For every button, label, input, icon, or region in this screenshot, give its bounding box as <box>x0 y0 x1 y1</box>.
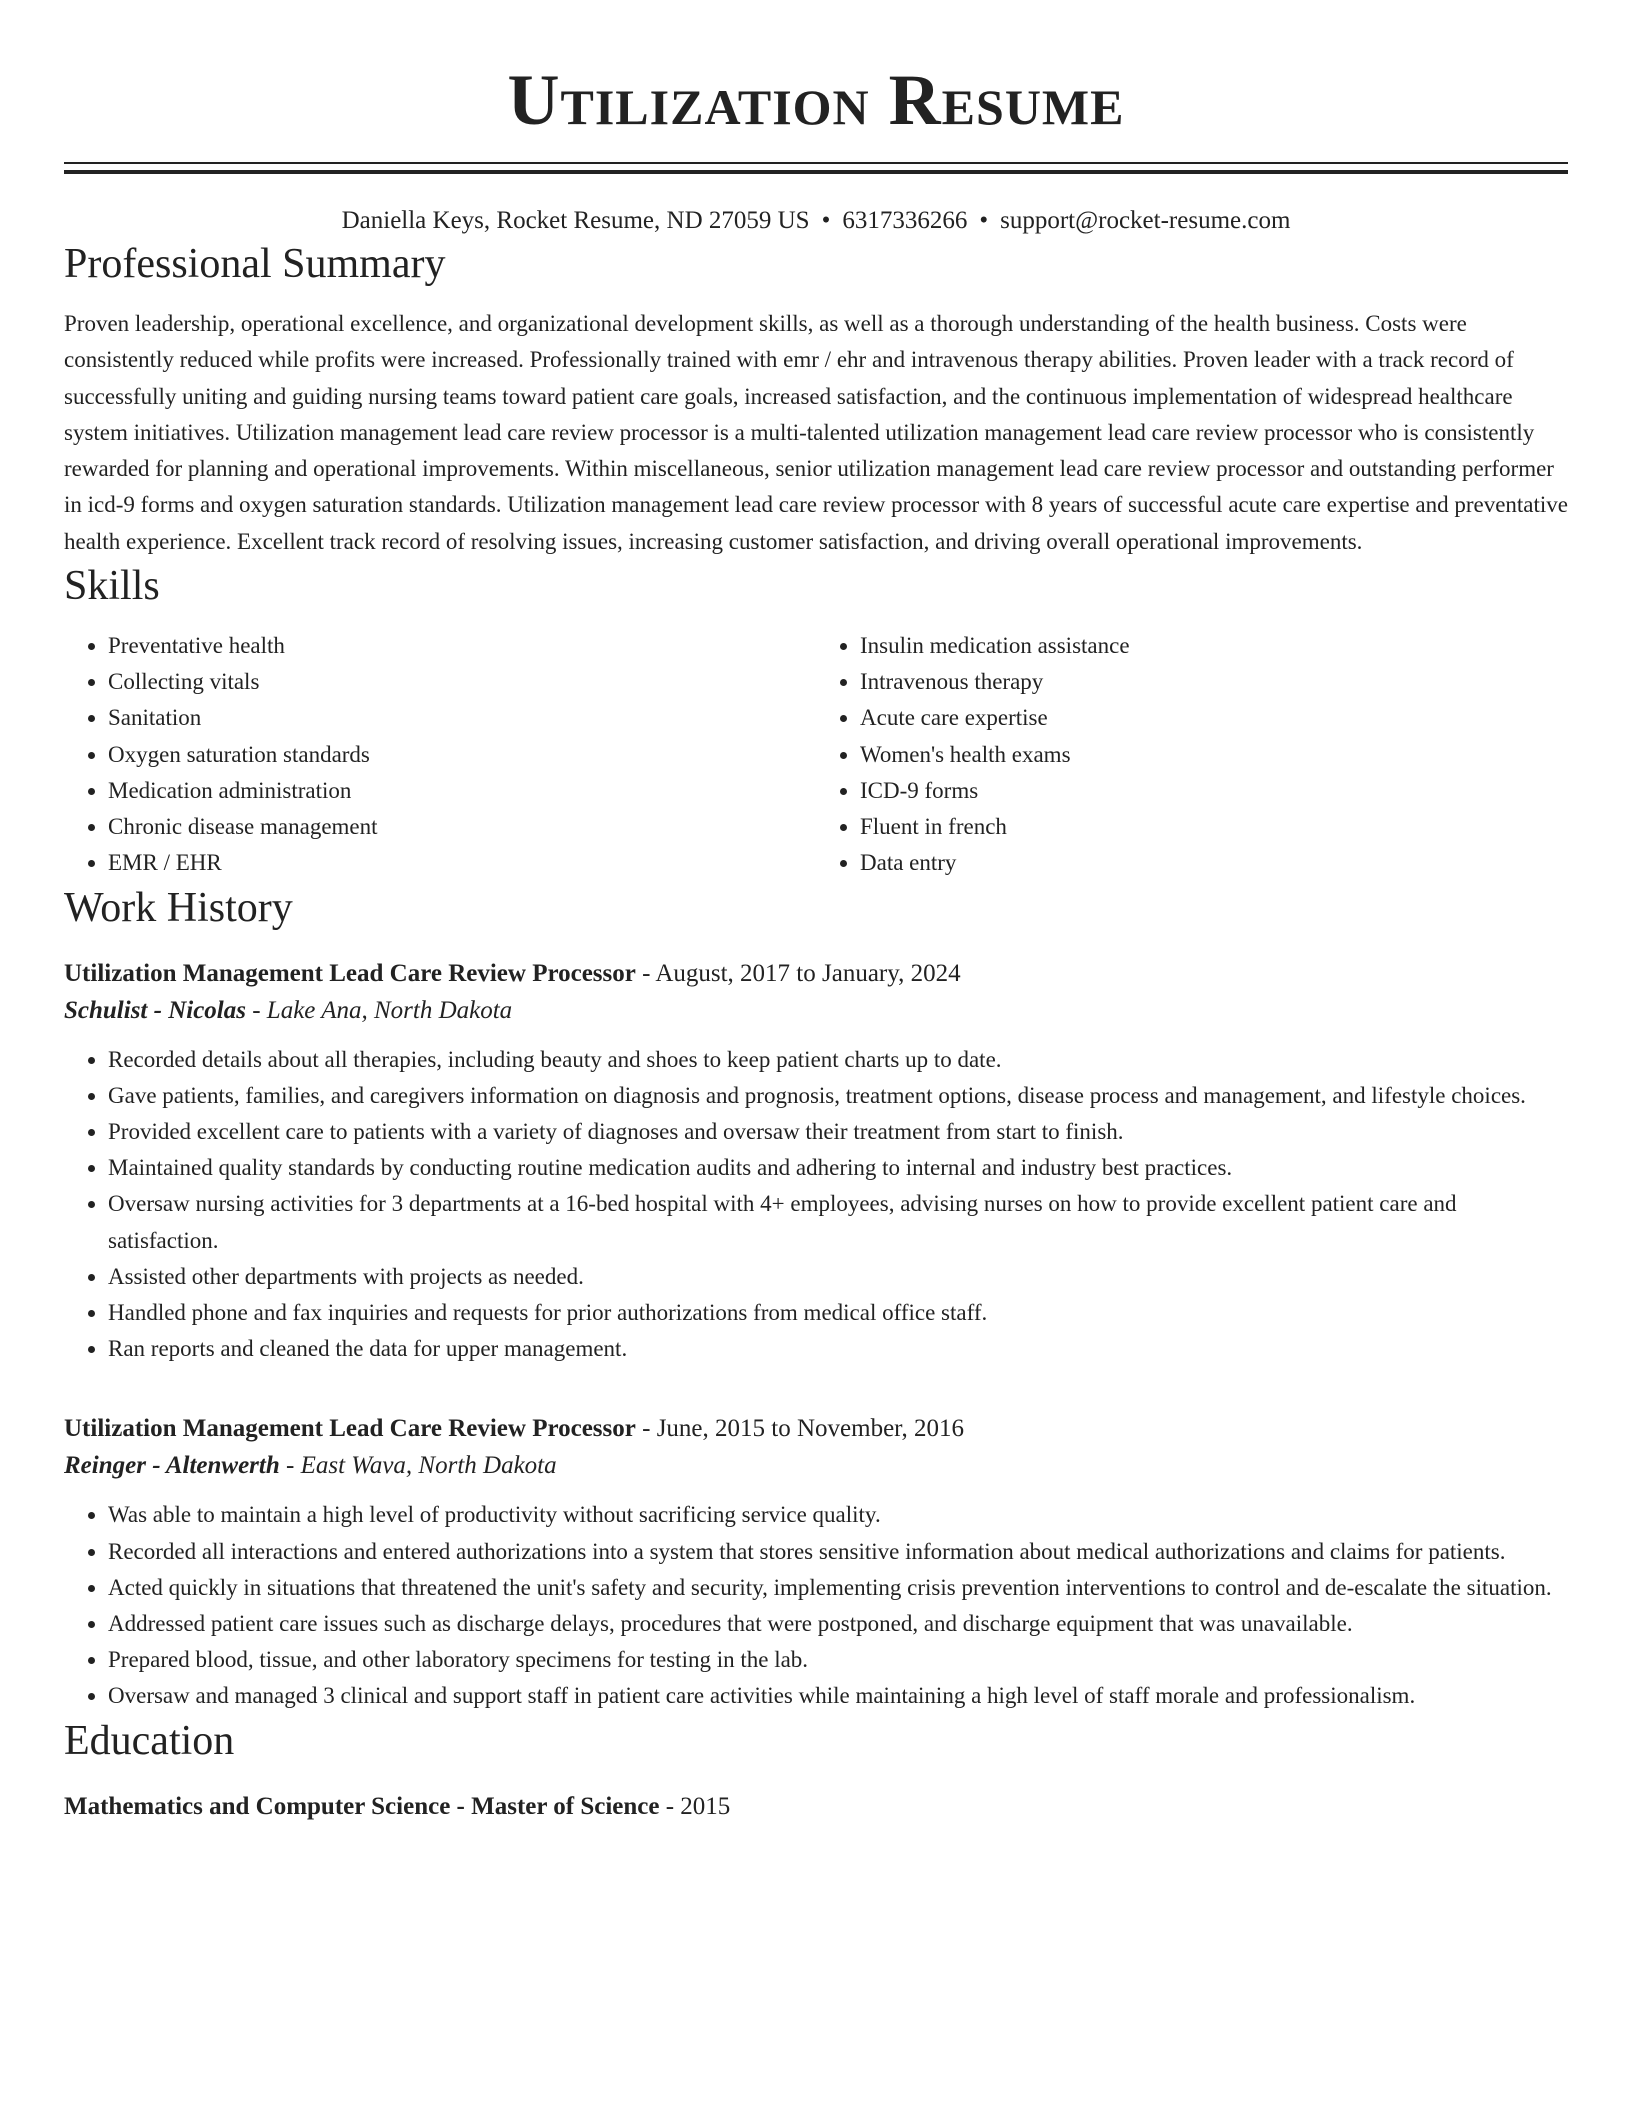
contact-email: support@rocket-resume.com <box>1000 207 1291 234</box>
skill-item: • Data entry <box>860 845 1568 881</box>
skills-list-left <box>64 628 816 881</box>
work-history-heading: Work History <box>64 884 293 931</box>
job-company-line <box>64 992 1568 1030</box>
skills-heading: Skills <box>64 563 160 610</box>
title-divider <box>64 162 1568 174</box>
job-company-line <box>64 1447 1568 1485</box>
skill-item: • Sanitation <box>108 700 816 736</box>
resume-title: Utilization Resume <box>507 60 1125 140</box>
contact-separator: • <box>821 207 831 234</box>
skill-item: • Preventative health <box>108 628 816 664</box>
job-bullet: • Recorded all interactions and entered authorizations into a system that stores sensitive information about medical authorizations and claims for patients. <box>108 1534 1568 1570</box>
skill-item: • Acute care expertise <box>860 700 1568 736</box>
education-heading: Education <box>64 1717 235 1764</box>
job-bullet: • Oversaw and managed 3 clinical and support staff in patient care activities while maintaining a high level of staff morale and professionalism. <box>108 1678 1568 1714</box>
job-bullet: • Was able to maintain a high level of productivity without sacrificing service quality. <box>108 1497 1568 1533</box>
contact-separator: • <box>979 207 989 234</box>
contact-phone: 6317336266 <box>842 207 968 234</box>
skill-item: • Medication administration <box>108 773 816 809</box>
skill-item: • Collecting vitals <box>108 664 816 700</box>
job-company: Schulist - Nicolas <box>64 996 246 1024</box>
job-bullet: • Oversaw nursing activities for 3 departments at a 16-bed hospital with 4+ employees, advising nurses on how to provide excellent patient care and satisfaction. <box>108 1186 1568 1258</box>
job-bullet: • Gave patients, families, and caregivers information on diagnosis and prognosis, treatment options, disease process and management, and lifestyle choices. <box>108 1078 1568 1114</box>
job-bullet: • Ran reports and cleaned the data for upper management. <box>108 1331 1568 1367</box>
skill-item: • EMR / EHR <box>108 845 816 881</box>
skill-item: • Chronic disease management <box>108 809 816 845</box>
job-bullet: • Addressed patient care issues such as discharge delays, procedures that were postponed, and discharge equipment that was unavailable. <box>108 1606 1568 1642</box>
job-location: - East Wava, North Dakota <box>279 1452 557 1480</box>
job-title-line <box>64 956 1568 992</box>
education-year: - 2015 <box>659 1792 731 1820</box>
job-dates: - June, 2015 to November, 2016 <box>635 1415 964 1443</box>
job-role: Utilization Management Lead Care Review Processor <box>64 1415 636 1443</box>
skills-list-right <box>816 628 1568 881</box>
job-entry <box>64 956 1568 1368</box>
summary-heading: Professional Summary <box>64 241 446 287</box>
job-title-line <box>64 1411 1568 1447</box>
job-entry <box>64 1411 1568 1714</box>
job-bullet: • Provided excellent care to patients with a variety of diagnoses and oversaw their treatment from start to finish. <box>108 1114 1568 1150</box>
contact-line <box>64 204 1568 238</box>
education-entry <box>64 1789 1568 1825</box>
skill-item: • Oxygen saturation standards <box>108 737 816 773</box>
job-bullets <box>64 1497 1568 1714</box>
job-role: Utilization Management Lead Care Review Processor <box>64 959 636 987</box>
job-company: Reinger - Altenwerth <box>64 1452 280 1480</box>
job-bullet: • Assisted other departments with projects as needed. <box>108 1259 1568 1295</box>
job-bullet: • Recorded details about all therapies, including beauty and shoes to keep patient charts up to date. <box>108 1042 1568 1078</box>
skill-item: • ICD-9 forms <box>860 773 1568 809</box>
job-bullet: • Prepared blood, tissue, and other laboratory specimens for testing in the lab. <box>108 1642 1568 1678</box>
skill-item: • Fluent in french <box>860 809 1568 845</box>
job-bullet: • Handled phone and fax inquiries and requests for prior authorizations from medical office staff. <box>108 1295 1568 1331</box>
job-dates: - August, 2017 to January, 2024 <box>635 959 961 987</box>
skills-columns <box>64 628 1568 881</box>
summary-text: Proven leadership, operational excellence, and organizational development skills, as well as a thorough understanding of the health business. Costs were consistently reduced while profits were increased. Professionally trained with emr / ehr and intravenous therapy abilities. Proven leader with a track record of successfully uniting and guiding nursing teams toward patient care goals, increased satisfaction, and the continuous implementation of widespread healthcare system initiatives. Utilization management lead care review processor is a multi-talented utilization management lead care review processor who is consistently rewarded for planning and operational improvements. Within miscellaneous, senior utilization management lead care review processor and outstanding performer in icd-9 forms and oxygen saturation standards. Utilization management lead care review processor with 8 years of successful acute care expertise and preventative health experience. Excellent track record of resolving issues, increasing customer satisfaction, and driving overall operational improvements. <box>64 311 1569 554</box>
skill-item: • Insulin medication assistance <box>860 628 1568 664</box>
skill-item: • Intravenous therapy <box>860 664 1568 700</box>
job-bullet: • Maintained quality standards by conducting routine medication audits and adhering to internal and industry best practices. <box>108 1150 1568 1186</box>
job-location: - Lake Ana, North Dakota <box>245 996 513 1024</box>
job-bullet: • Acted quickly in situations that threatened the unit's safety and security, implementing crisis prevention interventions to control and de-escalate the situation. <box>108 1570 1568 1606</box>
education-degree: Mathematics and Computer Science - Master of Science <box>64 1792 660 1820</box>
job-bullets <box>64 1042 1568 1368</box>
contact-address: Daniella Keys, Rocket Resume, ND 27059 US <box>341 207 810 234</box>
skill-item: • Women's health exams <box>860 737 1568 773</box>
